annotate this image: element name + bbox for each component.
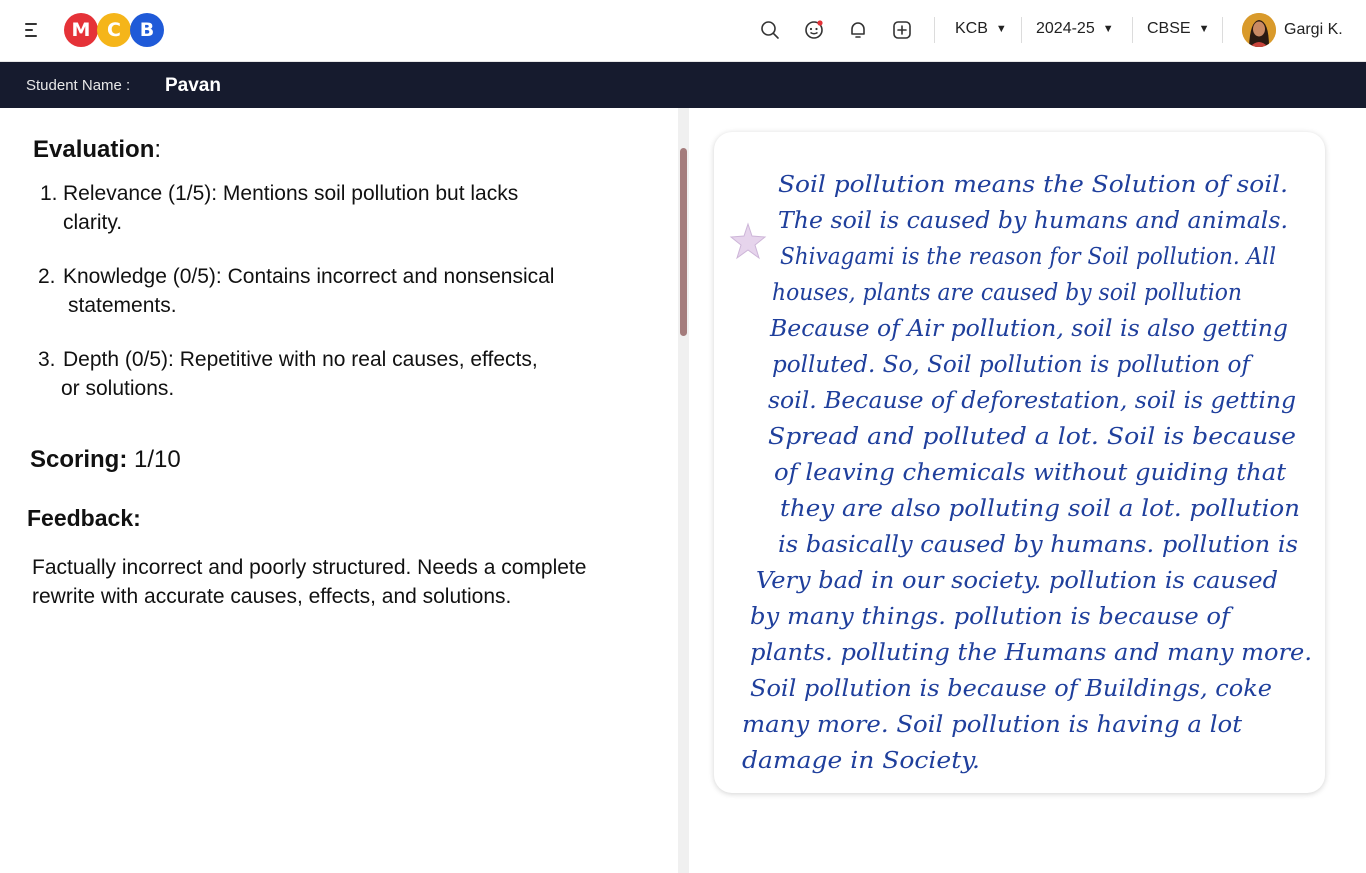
evaluation-item — [38, 262, 658, 320]
student-name-label: Student Name : — [26, 77, 131, 94]
scoring-label: Scoring: — [30, 446, 128, 473]
add-icon[interactable] — [891, 19, 913, 41]
answer-line: Soil pollution means the Solution of soil. — [778, 172, 1288, 198]
chevron-down-icon: ▼ — [1102, 23, 1114, 35]
divider — [934, 17, 935, 43]
evaluation-item — [40, 179, 640, 237]
answer-line: polluted. So, Soil pollution is pollution of — [772, 352, 1254, 378]
evaluation-heading — [33, 136, 161, 164]
school-value: KCB — [955, 20, 988, 37]
notification-bell-icon[interactable] — [847, 19, 869, 41]
answer-line: soil. Because of deforestation, soil is getting — [768, 388, 1296, 414]
divider — [1132, 17, 1133, 43]
chevron-down-icon: ▼ — [1198, 23, 1210, 35]
search-icon[interactable] — [759, 19, 781, 41]
item-line: Depth (0/5): Repetitive with no real causes, effects, — [63, 348, 538, 371]
item-number: 2. — [38, 265, 56, 288]
logo-letter-c: C — [97, 13, 131, 47]
answer-line: plants. polluting the Humans and many more. — [750, 640, 1312, 666]
answer-sheet-image — [714, 132, 1325, 793]
user-menu[interactable] — [1242, 13, 1343, 47]
app-logo[interactable] — [64, 13, 163, 47]
school-dropdown[interactable] — [955, 20, 1007, 38]
avatar — [1242, 13, 1276, 47]
handwritten-answer — [714, 132, 1325, 793]
board-value: CBSE — [1147, 20, 1191, 37]
answer-line: houses, plants are caused by soil pollution — [772, 280, 1242, 306]
board-dropdown[interactable] — [1147, 20, 1209, 38]
item-line: or solutions. — [61, 377, 175, 400]
menu-icon[interactable] — [22, 20, 44, 40]
year-value: 2024-25 — [1036, 20, 1095, 37]
evaluation-item — [38, 345, 658, 403]
evaluation-heading-colon: : — [154, 136, 162, 163]
year-dropdown[interactable] — [1036, 20, 1114, 38]
item-line: Knowledge (0/5): Contains incorrect and nonsensical — [63, 265, 555, 288]
answer-line: damage in Society. — [742, 748, 980, 774]
divider — [1021, 17, 1022, 43]
answer-line: Because of Air pollution, soil is also getting — [768, 316, 1288, 342]
item-number: 1. — [40, 182, 58, 205]
answer-line: by many things. pollution is because of — [750, 604, 1234, 630]
answer-line: many more. Soil pollution is having a lot — [742, 712, 1243, 738]
user-name: Gargi K. — [1284, 21, 1343, 38]
logo-letter-b: B — [130, 13, 164, 47]
answer-line: Very bad in our society. pollution is caused — [756, 568, 1278, 594]
ai-assistant-icon[interactable] — [803, 19, 825, 41]
item-line: statements. — [68, 294, 177, 317]
feedback-heading: Feedback: — [27, 505, 141, 531]
scoring — [30, 446, 181, 474]
answer-line: Shivagami is the reason for Soil pollution. All — [780, 244, 1276, 270]
student-name: Pavan — [165, 75, 221, 96]
answer-line: they are also polluting soil a lot. pollution — [780, 496, 1300, 522]
scrollbar-thumb[interactable] — [680, 148, 687, 336]
answer-line: The soil is caused by humans and animals. — [778, 208, 1288, 234]
chevron-down-icon: ▼ — [995, 23, 1007, 35]
answer-line: of leaving chemicals without guiding that — [774, 460, 1287, 486]
star-doodle-icon — [731, 224, 765, 258]
answer-line: Spread and polluted a lot. Soil is because — [768, 424, 1296, 450]
divider — [1222, 17, 1223, 43]
feedback-text: Factually incorrect and poorly structured. Needs a complete rewrite with accurate causes, effects, and solutions. — [32, 556, 587, 608]
top-bar — [0, 0, 1366, 62]
item-line: clarity. — [63, 211, 123, 234]
logo-letter-m: M — [64, 13, 98, 47]
student-bar — [0, 62, 1366, 108]
answer-line: is basically caused by humans. pollution is — [778, 532, 1299, 558]
answer-line: Soil pollution is because of Buildings, coke — [750, 676, 1272, 702]
evaluation-heading-text: Evaluation — [33, 136, 155, 163]
item-number: 3. — [38, 348, 56, 371]
item-line: Relevance (1/5): Mentions soil pollution but lacks — [63, 182, 519, 205]
scoring-value: 1/10 — [134, 446, 181, 473]
